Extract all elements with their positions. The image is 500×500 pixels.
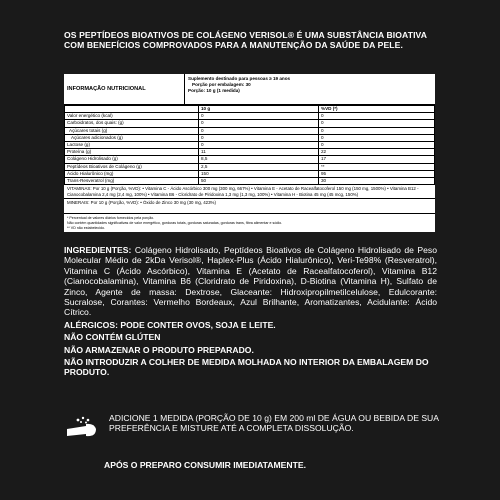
footnote: ** VD não estabelecido.	[67, 225, 105, 230]
intro-text: OS PEPTÍDEOS BIOATIVOS DE COLÁGENO VERISOL® É UMA SUBSTÂNCIA BIOATIVA COM BENEFÍCIOS COMPROVADOS PARA A MANUTENÇÃO DA SAÚDE DA PELE.	[64, 30, 427, 51]
row-amount: 0	[199, 120, 319, 127]
row-vd: 0	[319, 134, 435, 141]
row-vd: 0	[319, 120, 435, 127]
row-amount: 0	[199, 113, 319, 120]
column-vd: %VD (*)	[319, 106, 435, 113]
footnote: Não contém quantidades significativas de valor energético, gorduras totais, gorduras saturadas, gorduras trans, fibra alimentar e sódio.	[67, 221, 283, 226]
table-header-row	[65, 106, 435, 113]
nutrition-table	[64, 74, 435, 232]
column-amount: 10 g	[199, 106, 319, 113]
table-row	[65, 142, 435, 149]
minerals-text: MINERAIS: Por 10 g (Porção, %VD): • Óxido de Zinco 30 mg (30 mg, 423%)	[64, 199, 435, 214]
row-amount: 150	[199, 170, 319, 177]
vitamins-text: VITAMINAS: Por 10 g (Porção, %VD): • Vitamina C - Ácido Ascórbico 300 mg (300 mg, 667%) • Vitamina E - Acetato de Racealfatocoferol 150 mg (150 mg, 1500%) • Vitamina B12 - Cianocobalamina 2,4 mg (2,4 mg, 100%) • Vitamina B6 - Cloridrato de Piridoxina 1,3 mg (1,3 mg, 100%) • Vitamina H - Biotina 45 mg (45 mcg, 150%)	[64, 185, 435, 199]
ingredients-label: INGREDIENTES:	[64, 245, 132, 255]
table-row	[65, 113, 435, 120]
row-name: Lactose (g)	[65, 142, 199, 149]
row-vd: 17	[319, 156, 435, 163]
row-name: Açúcares totais (g)	[65, 127, 199, 134]
nutrition-title: INFORMAÇÃO NUTRICIONAL	[64, 74, 185, 104]
row-vd: 0	[319, 113, 435, 120]
row-vd: 30	[319, 178, 435, 185]
row-vd: 22	[319, 149, 435, 156]
row-name: Proteína (g)	[65, 149, 199, 156]
serving-line-2: Porção por embalagem: 30	[192, 82, 251, 88]
table-row	[65, 170, 435, 177]
row-name: Peptídeos Bioativos de Colágeno (g)	[65, 163, 199, 170]
row-name: Ácido Hialurônico (mg)	[65, 170, 199, 177]
main-text	[64, 245, 437, 378]
scoop-icon	[64, 415, 99, 445]
warning-text: NÃO INTRODUZIR A COLHER DE MEDIDA MOLHADA NO INTERIOR DA EMBALAGEM DO PRODUTO.	[64, 357, 429, 378]
table-row	[65, 156, 435, 163]
allergens-text: ALÉRGICOS: PODE CONTER OVOS, SOJA E LEITE.	[64, 319, 276, 330]
row-amount: 50	[199, 178, 319, 185]
row-amount: 11	[199, 149, 319, 156]
table-row	[65, 178, 435, 185]
row-amount: 0	[199, 134, 319, 141]
row-vd: 0	[319, 142, 435, 149]
ingredients	[64, 245, 437, 318]
row-name: Carboidratos, dos quais: (g)	[65, 120, 199, 127]
table-row	[65, 127, 435, 134]
table-row	[65, 120, 435, 127]
consume-immediately-text: APÓS O PREPARO CONSUMIR IMEDIATAMENTE.	[104, 460, 306, 470]
preparation-text: ADICIONE 1 MEDIDA (PORÇÃO DE 10 g) EM 200 ml DE ÁGUA OU BEBIDA DE SUA PREFERÊNCIA E MISTURE ATÉ A COMPLETA DISSOLUÇÃO.	[109, 413, 439, 434]
gluten-text: NÃO CONTÉM GLÚTEN	[64, 332, 161, 343]
serving-info	[185, 74, 435, 104]
row-vd: **	[319, 163, 435, 170]
storage-text: NÃO ARMAZENAR O PRODUTO PREPARADO.	[64, 344, 254, 355]
preparation-section	[64, 413, 444, 445]
serving-line-1: Suplemento destinado para pessoas ≥ 19 anos	[188, 76, 291, 81]
row-name: Valor energético (kcal)	[65, 113, 199, 120]
table-row	[65, 163, 435, 170]
row-vd: 95	[319, 170, 435, 177]
row-name: Colágeno Hidrolisado (g)	[65, 156, 199, 163]
row-amount: 8,5	[199, 156, 319, 163]
footnotes	[64, 214, 435, 232]
footnote: * Percentual de valores diários fornecidos pela porção.	[67, 216, 155, 221]
row-name: Açúcares adicionados (g)	[65, 134, 199, 141]
row-name: Trans-Resveratrol (mg)	[65, 178, 199, 185]
row-amount: 2,5	[199, 163, 319, 170]
row-vd: 0	[319, 127, 435, 134]
table-row	[65, 134, 435, 141]
ingredients-text: Colágeno Hidrolisado, Peptídeos Bioativos de Colágeno Hidrolisado de Peso Molecular Médio de 2kDa Verisol®, Haplex-Plus (Ácido Hialurônico), Veri-Te98% (Resveratrol), Vitamina C (Ácido Ascórbico), Vitamina E (Acetato de Racealfatocoferol), Vitamina B12 (Cianocobalamina), Vitamina B6 (Cloridrato de Piridoxina), D-Biotina (Vitamina H), Sulfato de Zinco, Agente de massa: Dextrose, Glaceante: Hidroxipropilmetilcelulose, Edulcorante: Sucralose, Corantes: Vermelho Bordeaux, Azul Brilhante, Aromatizantes, Acidulante: Ácido Cítrico.	[64, 245, 437, 318]
row-amount: 0	[199, 127, 319, 134]
serving-line-3: Porção: 10 g (1 medida)	[188, 88, 240, 94]
row-amount: 0	[199, 142, 319, 149]
table-row	[65, 149, 435, 156]
nutrition-grid	[64, 105, 435, 185]
